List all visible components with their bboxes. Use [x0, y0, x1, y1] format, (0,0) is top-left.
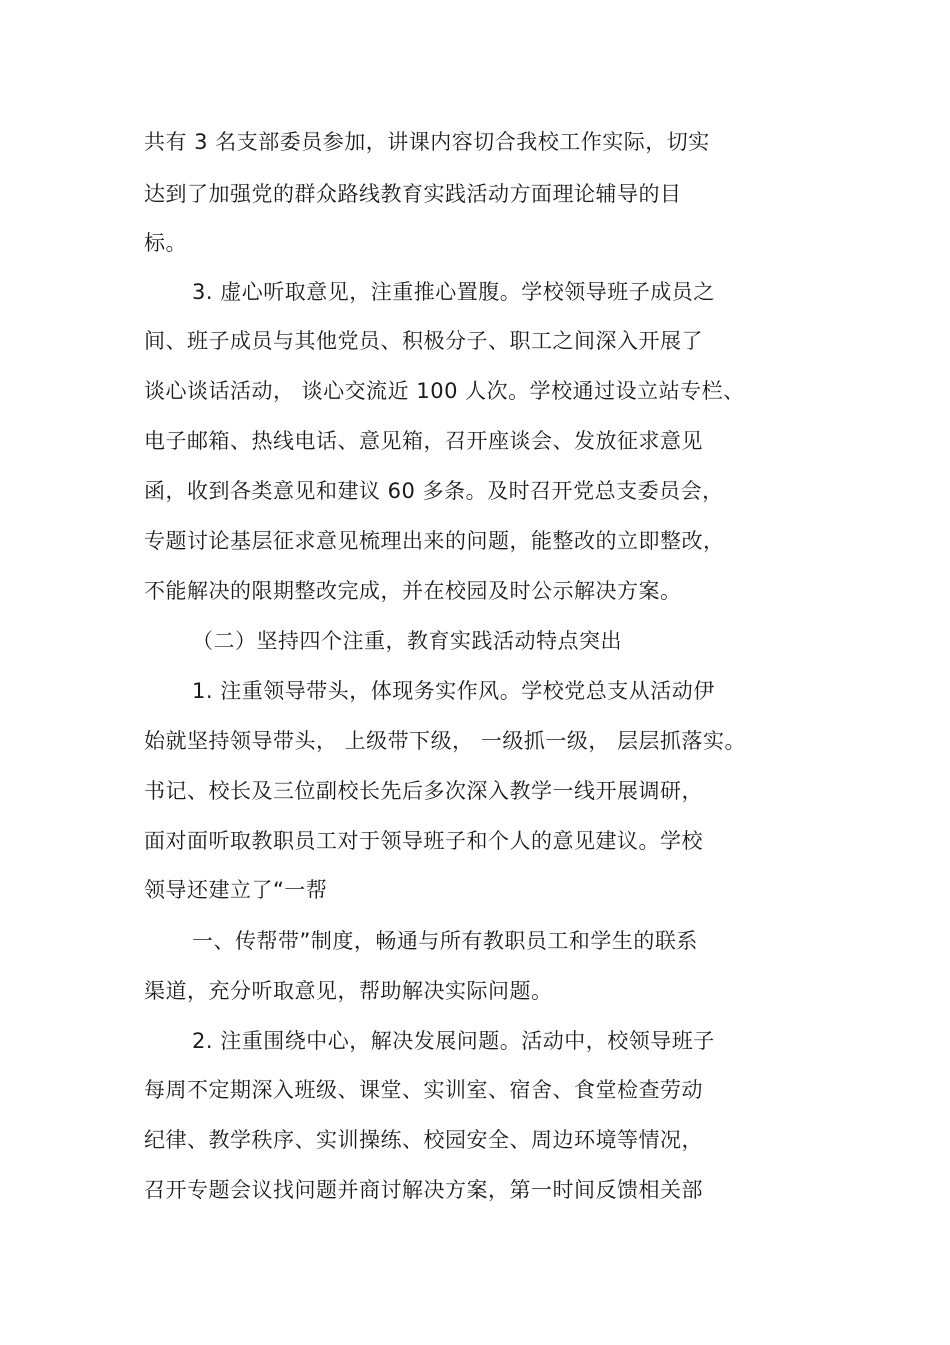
text-line: 一、传帮带”制度，畅通与所有教职员工和学生的联系: [192, 929, 698, 953]
text-line: 不能解决的限期整改完成，并在校园及时公示解决方案。: [144, 579, 682, 603]
text-line: 谈心谈话活动， 谈心交流近 100 人次。学校通过设立站专栏、: [144, 379, 745, 403]
text-line: 纪律、教学秩序、实训操练、校园安全、周边环境等情况，: [144, 1128, 703, 1152]
text-line: 面对面听取教职员工对于领导班子和个人的意见建议。学校: [144, 829, 703, 853]
text-line: 达到了加强党的群众路线教育实践活动方面理论辅导的目: [144, 182, 682, 206]
text-line: 函，收到各类意见和建议 60 多条。及时召开党总支委员会，: [144, 479, 724, 503]
text-line: 每周不定期深入班级、课堂、实训室、宿舍、食堂检查劳动: [144, 1078, 703, 1102]
text-line: 电子邮箱、热线电话、意见箱，召开座谈会、发放征求意见: [144, 429, 703, 453]
text-line: 书记、校长及三位副校长先后多次深入教学一线开展调研，: [144, 779, 703, 803]
paragraph-heading-1: 1. 注重领导带头，体现务实作风。学校党总支从活动伊: [192, 679, 715, 703]
text-line: 标。: [144, 231, 187, 255]
paragraph-heading-2: 2. 注重围绕中心，解决发展问题。活动中，校领导班子: [192, 1029, 715, 1053]
text-line: 领导还建立了“一帮: [144, 878, 328, 902]
text-line: 共有 3 名支部委员参加，讲课内容切合我校工作实际，切实: [144, 130, 710, 154]
text-line: 召开专题会议找问题并商讨解决方案，第一时间反馈相关部: [144, 1178, 703, 1202]
section-heading: （二）坚持四个注重，教育实践活动特点突出: [192, 629, 622, 653]
text-line: 渠道，充分听取意见，帮助解决实际问题。: [144, 979, 553, 1003]
paragraph-heading-3: 3. 虚心听取意见，注重推心置腹。学校领导班子成员之: [192, 280, 715, 304]
text-line: 间、班子成员与其他党员、积极分子、职工之间深入开展了: [144, 329, 703, 353]
text-line: 专题讨论基层征求意见梳理出来的问题，能整改的立即整改，: [144, 529, 725, 553]
text-line: 始就坚持领导带头， 上级带下级， 一级抓一级， 层层抓落实。: [144, 729, 747, 753]
